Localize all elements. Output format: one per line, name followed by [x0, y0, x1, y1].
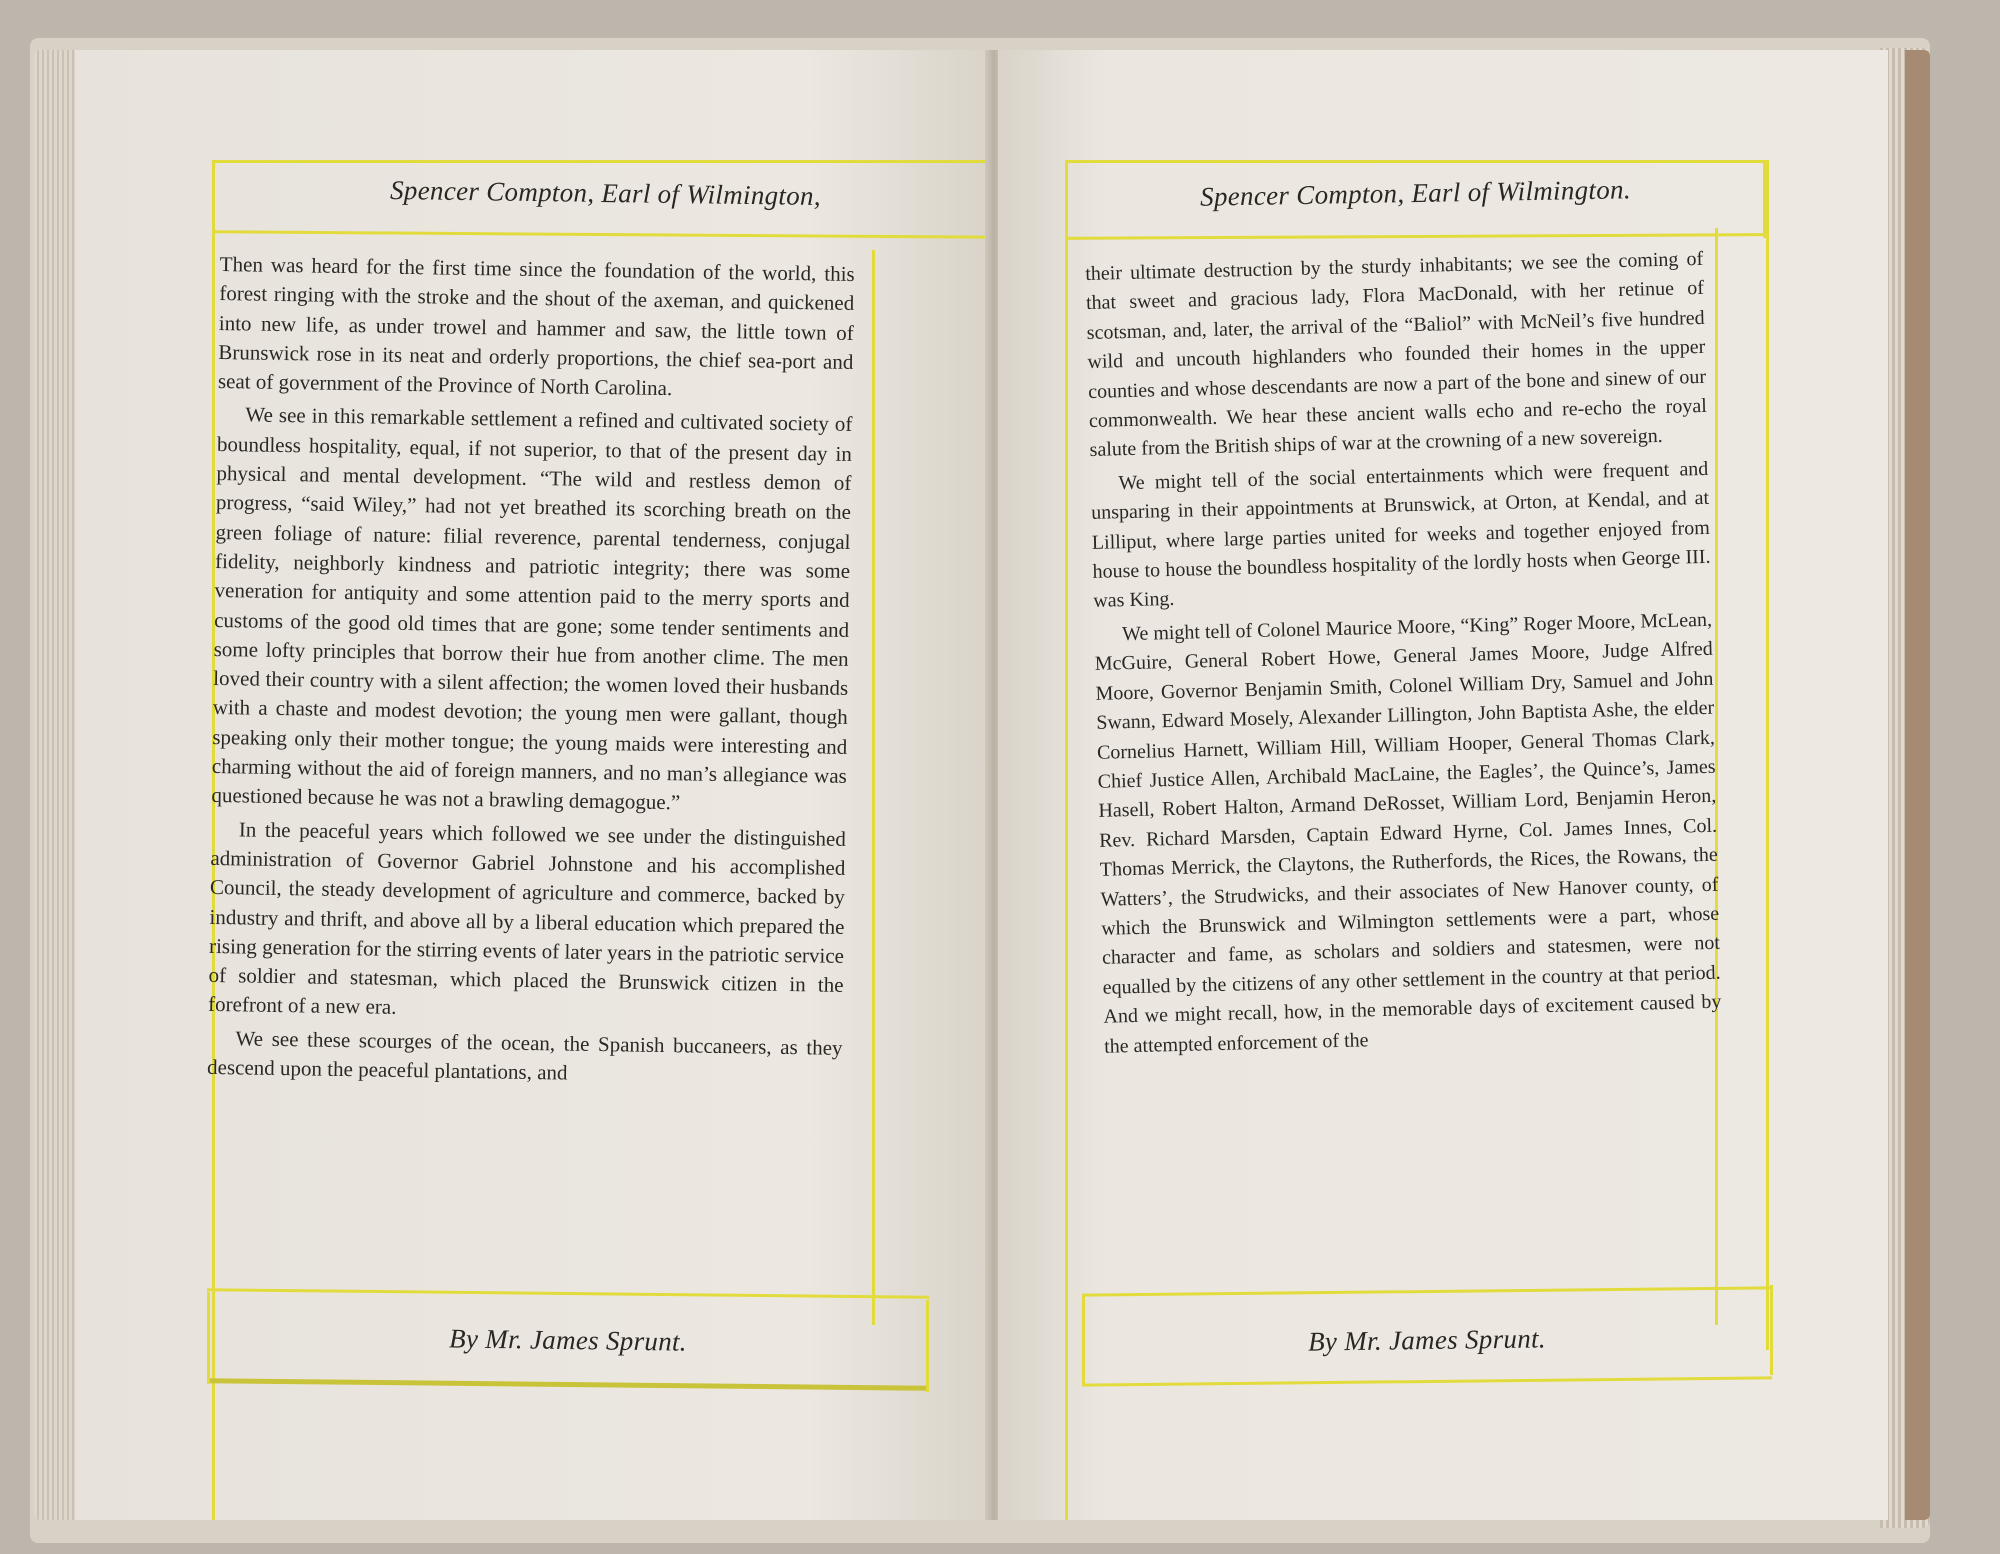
page-edges-left	[34, 50, 74, 1520]
paragraph: We might tell of Colonel Maurice Moore, “King” Roger Moore, McLean, McGuire, General Robert Howe, General James Moore, Judge Alfred Moore, Governor Benjamin Smith, Colonel William Dry, Samuel and John Swann, Edward Mosely, Alexander Lillington, John Baptista Ashe, the elder Cornelius Harnett, William Hill, William Hooper, General Thomas Clark, Chief Justice Allen, Archibald MacLaine, the Eagles’, the Quince’s, James Hasell, Robert Halton, Armand DeRosset, William Lord, Benjamin Heron, Rev. Richard Marsden, Captain Edward Hyrne, Col. James Innes, Col. Thomas Merrick, the Claytons, the Rutherfords, the Rices, the Rowans, the Watters’, the Strudwicks, and their associates of New Hanover county, of which the Brunswick and Wilmington settlements were a part, whose character and fame, as scholars and soldiers and statesmen, were not equalled by the citizens of any other settlement in the country at that period. And we might recall, how, in the memorable days of excitement caused by the attempted enforcement of the	[1094, 608, 1722, 1058]
left-footer-top-rule	[207, 1288, 929, 1299]
paragraph: Then was heard for the first time since the foundation of the world, this forest ringing with the stroke and the shout of the axeman, and quickened into new life, as under trowel and hammer and saw, the little town of Brunswick rose in its neat and orderly proportions, the chief sea-port and seat of government of the Province of North Carolina.	[217, 251, 855, 401]
left-page-header: Spencer Compton, Earl of Wilmington,	[389, 174, 822, 212]
paragraph: In the peaceful years which followed we see under the distinguished administration of Governor Gabriel Johnstone and his accomplished Council, the steady development of agriculture and commerce, backed by industry and thrift, and above all by a liberal education which prepared the rising generation for the stirring events of later years in the patriotic service of soldier and statesman, which placed the Brunswick citizen in the forefront of a new era.	[207, 817, 847, 1020]
right-frame-right	[1766, 160, 1769, 1350]
right-page	[998, 50, 1888, 1520]
right-footer-bottom-rule	[1082, 1376, 1772, 1386]
right-page-header: Spencer Compton, Earl of Wilmington.	[1199, 174, 1632, 212]
paragraph: We might tell of the social entertainments which were frequent and unsparing in their appointments at Brunswick, at Orton, at Kendal, and at Lilliput, where large parties united for weeks and together enjoyed from house to house the boundless hospitality of the lordly hosts when George III. was King.	[1090, 457, 1711, 613]
back-cover	[1905, 50, 1930, 1520]
left-page-footer: By Mr. James Sprunt.	[448, 1323, 688, 1357]
paragraph: We see in this remarkable settlement a refined and cultivated society of boundless hospitality, equal, if not superior, to that of the present day in physical and mental development. “The wild and restless demon of progress, “said Wiley,” had not yet breathed its scorching breath on the green foliage of nature: filial reverence, parental tenderness, conjugal fidelity, neighborly kindness and patriotic integrity; there was some veneration for antiquity and some attention paid to the merry sports and customs of the good old times that are gone; some tender sentiments and some lofty principles that borrow their hue from another clime. The men loved their country with a silent affection; the women loved their husbands with a chaste and modest devotion; the young men were gallant, though speaking only their mother tongue; the young maids were interesting and charming without the aid of foreign manners, and no man’s allegiance was questioned because he was not a brawling demagogue.”	[211, 402, 853, 815]
right-footer-top-rule	[1082, 1286, 1772, 1296]
left-body-text	[207, 250, 855, 1096]
right-body-text	[1085, 245, 1723, 1066]
paragraph: their ultimate destruction by the sturdy inhabitants; we see the coming of that sweet and gracious lady, Flora MacDonald, with her retinue of scotsman, and, later, the arrival of the “Baliol” with McNeil’s five hundred wild and uncouth highlanders who founded their homes in the upper counties and whose descendants are now a part of the bone and sinew of our commonwealth. We hear these ancient walls echo and re-echo the royal salute from the British ships of war at the crowning of a new sovereign.	[1085, 247, 1708, 462]
paragraph: We see these scourges of the ocean, the Spanish buccaneers, as they descend upon the peaceful plantations, and	[206, 1026, 843, 1085]
right-page-footer: By Mr. James Sprunt.	[1307, 1323, 1547, 1357]
right-frame-left	[1065, 160, 1068, 1520]
left-page	[75, 50, 990, 1520]
left-inner-rule	[872, 250, 875, 1325]
left-footer-bottom-rule	[207, 1378, 929, 1391]
